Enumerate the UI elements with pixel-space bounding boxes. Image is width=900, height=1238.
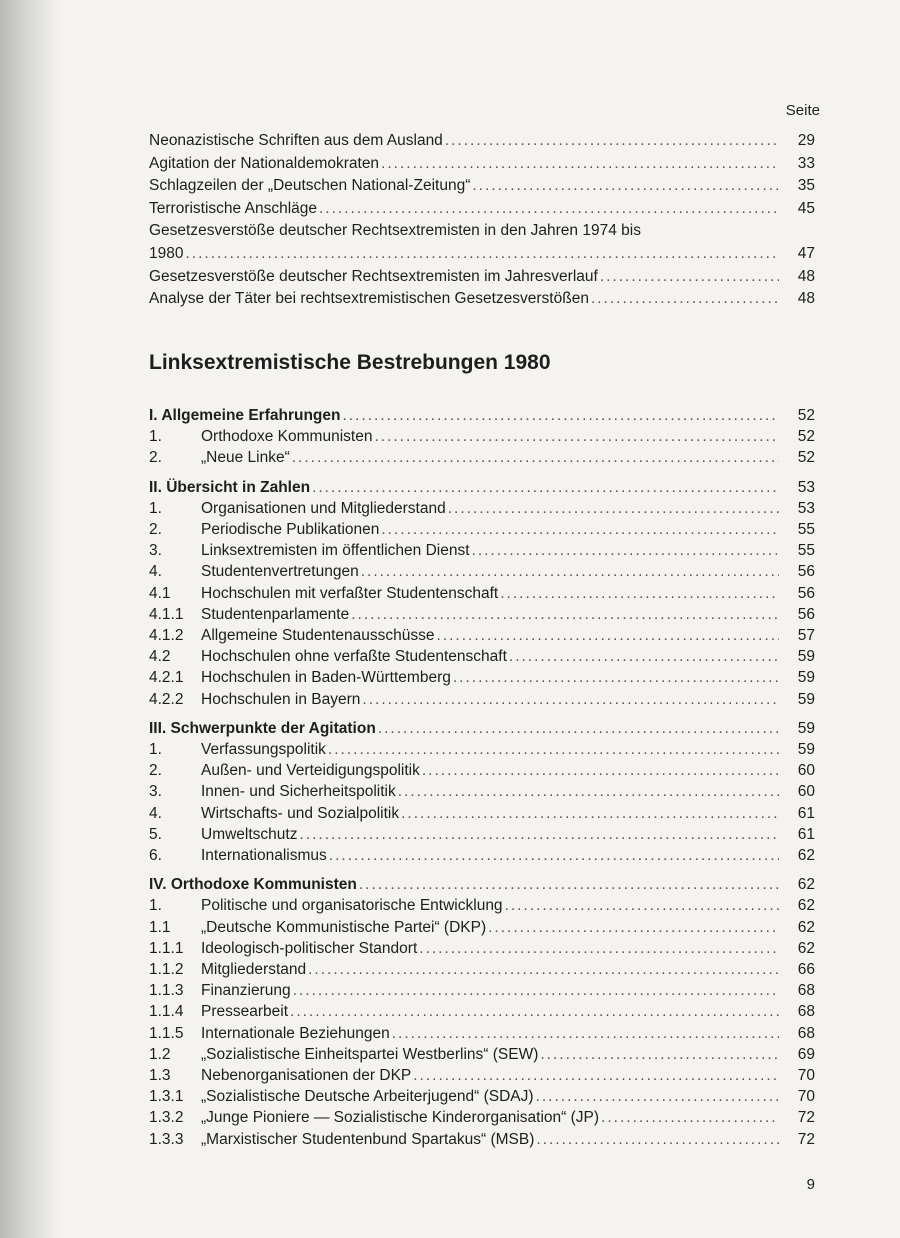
entry-title: „Sozialistische Deutsche Arbeiterjugend“ (SDAJ) (201, 1088, 534, 1106)
entry-title: „Marxistischer Studentenbund Spartakus“ (MSB) (201, 1130, 535, 1148)
toc-entry (149, 667, 815, 689)
entry-number: 1. (149, 499, 162, 517)
entry-title: „Sozialistische Einheitspartei Westberlins“ (SEW) (201, 1045, 539, 1063)
toc-entry (149, 583, 815, 605)
entry-page-number: 56 (797, 605, 815, 623)
entry-number: 2. (149, 521, 162, 538)
dot-leader (534, 1086, 779, 1108)
entry-page-number: 56 (797, 563, 815, 581)
entry-title: Gesetzesverstöße deutscher Rechtsextremisten im Jahresverlauf (149, 267, 598, 285)
dot-leader (390, 1023, 779, 1045)
dot-leader (534, 1129, 779, 1151)
entry-title: Politische und organisatorische Entwicklung (201, 897, 503, 915)
toc-entry (149, 739, 815, 761)
dot-leader (435, 625, 779, 647)
dot-leader (341, 405, 780, 427)
toc-entry (149, 405, 815, 427)
entry-title: I. Allgemeine Erfahrungen (149, 407, 341, 424)
entry-title: „Junge Pioniere — Sozialistische Kinderorganisation“ (JP) (201, 1109, 600, 1127)
toc-entry (149, 824, 815, 846)
toc-entry (149, 895, 815, 917)
toc-entry (149, 604, 815, 626)
entry-page-number: 47 (797, 245, 815, 262)
entry-title: Schlagzeilen der „Deutschen National-Zeitung“ (149, 177, 471, 195)
entry-page-number: 62 (797, 897, 815, 915)
entry-page-number: 59 (797, 741, 815, 758)
entry-page-number: 70 (797, 1088, 815, 1106)
entry-number: 1. (149, 741, 162, 758)
entry-page-number: 53 (797, 478, 815, 496)
dot-leader (411, 1065, 779, 1087)
entry-number: 1.2 (149, 1045, 171, 1063)
dot-leader (288, 1001, 779, 1023)
entry-title: Hochschulen mit verfaßter Studentenschaft (201, 584, 499, 602)
entry-number: 1.1 (149, 918, 171, 936)
page-number: 9 (806, 1176, 815, 1193)
entry-number: 6. (149, 847, 162, 864)
entry-page-number: 70 (797, 1067, 815, 1084)
dot-leader (598, 266, 779, 288)
dot-leader (310, 477, 779, 499)
entry-number: 5. (149, 825, 162, 843)
entry-number: 1.1.5 (149, 1024, 184, 1042)
toc-entry (149, 718, 815, 740)
entry-page-number: 61 (797, 804, 815, 822)
toc-entry (149, 198, 815, 220)
entry-title: Terroristische Anschläge (149, 199, 317, 217)
entry-number: 4.1 (149, 584, 171, 602)
entry-number: 1.1.4 (149, 1003, 184, 1021)
dot-leader (451, 667, 779, 689)
dot-leader (589, 288, 779, 310)
dot-leader (327, 845, 779, 867)
toc-entry (149, 220, 815, 242)
entry-page-number: 60 (797, 762, 815, 780)
entry-page-number: 59 (797, 690, 815, 708)
entry-number: 4.2.2 (149, 690, 184, 708)
entry-title: III. Schwerpunkte der Agitation (149, 719, 376, 737)
entry-page-number: 48 (797, 290, 815, 308)
toc-entry (149, 959, 815, 981)
toc-entry (149, 288, 815, 310)
toc-entry (149, 980, 815, 1002)
toc-entry (149, 130, 815, 152)
entry-title: 1980 (149, 245, 184, 262)
dot-leader (503, 895, 779, 917)
entry-title: Hochschulen in Bayern (201, 690, 361, 708)
entry-page-number: 69 (797, 1045, 815, 1063)
entry-title: Organisationen und Mitgliederstand (201, 499, 446, 517)
entry-title: Hochschulen in Baden-Württemberg (201, 669, 451, 687)
entry-number: 4.2.1 (149, 669, 184, 687)
entry-title: „Deutsche Kommunistische Partei“ (DKP) (201, 918, 487, 936)
dot-leader (357, 874, 779, 896)
entry-page-number: 62 (797, 939, 815, 957)
entry-page-number: 55 (797, 521, 815, 538)
entry-title: Innen- und Sicherheitspolitik (201, 783, 396, 801)
dot-leader (420, 760, 779, 782)
entry-number: 2. (149, 762, 162, 780)
entry-title: Außen- und Verteidigungspolitik (201, 762, 420, 780)
toc-entry (149, 175, 815, 197)
toc-entry (149, 689, 815, 711)
entry-number: 1.1.3 (149, 982, 184, 1000)
dot-leader (486, 917, 779, 939)
entry-page-number: 48 (797, 267, 815, 285)
entry-number: 1. (149, 897, 162, 915)
toc-entry (149, 917, 815, 939)
dot-leader (498, 583, 779, 605)
dot-leader (183, 243, 779, 265)
toc-entry (149, 781, 815, 803)
entry-title: Studentenvertretungen (201, 563, 359, 581)
toc-entry (149, 426, 815, 448)
dot-leader (290, 447, 779, 469)
entry-number: 3. (149, 542, 162, 560)
dot-leader (599, 1107, 779, 1129)
toc-entry (149, 561, 815, 583)
entry-page-number: 66 (797, 961, 815, 978)
entry-title: Umweltschutz (201, 825, 298, 843)
dot-leader (446, 498, 779, 520)
entry-page-number: 59 (797, 669, 815, 687)
entry-title: Orthodoxe Kommunisten (201, 428, 373, 446)
toc-entry (149, 266, 815, 288)
entry-page-number: 52 (797, 428, 815, 446)
entry-title: Allgemeine Studentenausschüsse (201, 627, 435, 644)
entry-page-number: 62 (797, 876, 815, 894)
entry-page-number: 60 (797, 783, 815, 801)
dot-leader (399, 803, 779, 825)
entry-title: Ideologisch-politischer Standort (201, 939, 418, 957)
dot-leader (372, 426, 779, 448)
toc-entry (149, 760, 815, 782)
entry-page-number: 62 (797, 847, 815, 864)
dot-leader (291, 980, 779, 1002)
dot-leader (376, 718, 779, 740)
entry-page-number: 57 (797, 627, 815, 644)
entry-title: Internationalismus (201, 847, 327, 864)
toc-entry (149, 803, 815, 825)
entry-title: Agitation der Nationaldemokraten (149, 154, 380, 172)
toc-entry (149, 938, 815, 960)
entry-number: 4. (149, 563, 162, 581)
toc-entry (149, 447, 815, 469)
toc-entry (149, 1086, 815, 1108)
dot-leader (326, 739, 779, 761)
dot-leader (538, 1044, 779, 1066)
toc-entry (149, 519, 815, 541)
entry-number: 1.3.3 (149, 1130, 184, 1148)
entry-title: Hochschulen ohne verfaßte Studentenschaft (201, 648, 507, 666)
dot-leader (417, 938, 779, 960)
entry-number: 1.3 (149, 1067, 171, 1084)
entry-number: 2. (149, 449, 162, 467)
dot-leader (470, 175, 779, 197)
entry-page-number: 35 (797, 177, 815, 195)
toc-entry (149, 498, 815, 520)
entry-title: Nebenorganisationen der DKP (201, 1067, 412, 1084)
entry-page-number: 53 (797, 499, 815, 517)
dot-leader (349, 604, 779, 626)
entry-title: Pressearbeit (201, 1003, 289, 1021)
entry-title: Finanzierung (201, 982, 291, 1000)
dot-leader (317, 198, 779, 220)
entry-title: Wirtschafts- und Sozialpolitik (201, 804, 400, 822)
entry-number: 4.1.1 (149, 605, 184, 623)
entry-title: Internationale Beziehungen (201, 1024, 390, 1042)
toc-entry (149, 1107, 815, 1129)
entry-title: Analyse der Täter bei rechtsextremistischen Gesetzesverstößen (149, 290, 589, 308)
entry-number: 3. (149, 783, 162, 801)
entry-page-number: 45 (797, 199, 815, 217)
toc-entry (149, 646, 815, 668)
entry-page-number: 72 (797, 1130, 815, 1148)
toc-entry (149, 540, 815, 562)
dot-leader (470, 540, 779, 562)
entry-page-number: 62 (797, 918, 815, 936)
toc-entry (149, 1065, 815, 1087)
entry-page-number: 72 (797, 1109, 815, 1127)
entry-title: Verfassungspolitik (201, 741, 326, 758)
toc-entry (149, 153, 815, 175)
dot-leader (297, 824, 779, 846)
entry-title: Linksextremisten im öffentlichen Dienst (201, 542, 470, 560)
entry-page-number: 59 (797, 648, 815, 666)
entry-title: Mitgliederstand (201, 961, 307, 978)
toc-entry (149, 1023, 815, 1045)
entry-number: 1.3.2 (149, 1109, 184, 1127)
entry-page-number: 33 (797, 154, 815, 172)
toc-entry (149, 845, 815, 867)
entry-title: IV. Orthodoxe Kommunisten (149, 876, 357, 894)
entry-number: 1.1.1 (149, 939, 184, 957)
toc-entry (149, 1044, 815, 1066)
entry-page-number: 52 (797, 407, 815, 424)
entry-page-number: 52 (797, 449, 815, 467)
entry-title: Periodische Publikationen (201, 521, 380, 538)
seite-label: Seite (785, 102, 820, 119)
entry-page-number: 68 (797, 1024, 815, 1042)
entry-page-number: 29 (797, 132, 815, 149)
entry-title: Gesetzesverstöße deutscher Rechtsextremisten in den Jahren 1974 bis (149, 222, 641, 240)
toc-entry (149, 477, 815, 499)
dot-leader (379, 519, 779, 541)
entry-page-number: 59 (797, 719, 815, 737)
entry-page-number: 55 (797, 542, 815, 560)
dot-leader (443, 130, 779, 152)
section-heading: Linksextremistische Bestrebungen 1980 (149, 351, 551, 374)
dot-leader (396, 781, 779, 803)
entry-number: 4. (149, 804, 162, 822)
entry-number: 4.1.2 (149, 627, 184, 644)
entry-number: 1.3.1 (149, 1088, 184, 1106)
entry-title: Neonazistische Schriften aus dem Ausland (149, 132, 443, 149)
toc-entry (149, 1129, 815, 1151)
entry-title: II. Übersicht in Zahlen (149, 478, 311, 496)
dot-leader (379, 153, 779, 175)
dot-leader (359, 561, 779, 583)
entry-title: Studentenparlamente (201, 605, 350, 623)
dot-leader (360, 689, 779, 711)
entry-title: „Neue Linke“ (201, 449, 290, 467)
toc-entry (149, 625, 815, 647)
toc-entry (149, 243, 815, 265)
entry-number: 1.1.2 (149, 961, 184, 978)
toc-entry (149, 1001, 815, 1023)
dot-leader (507, 646, 779, 668)
toc-entry (149, 874, 815, 896)
entry-number: 4.2 (149, 648, 171, 666)
entry-page-number: 68 (797, 1003, 815, 1021)
entry-page-number: 61 (797, 825, 815, 843)
entry-page-number: 68 (797, 982, 815, 1000)
dot-leader (306, 959, 779, 981)
entry-page-number: 56 (797, 584, 815, 602)
entry-number: 1. (149, 428, 162, 446)
